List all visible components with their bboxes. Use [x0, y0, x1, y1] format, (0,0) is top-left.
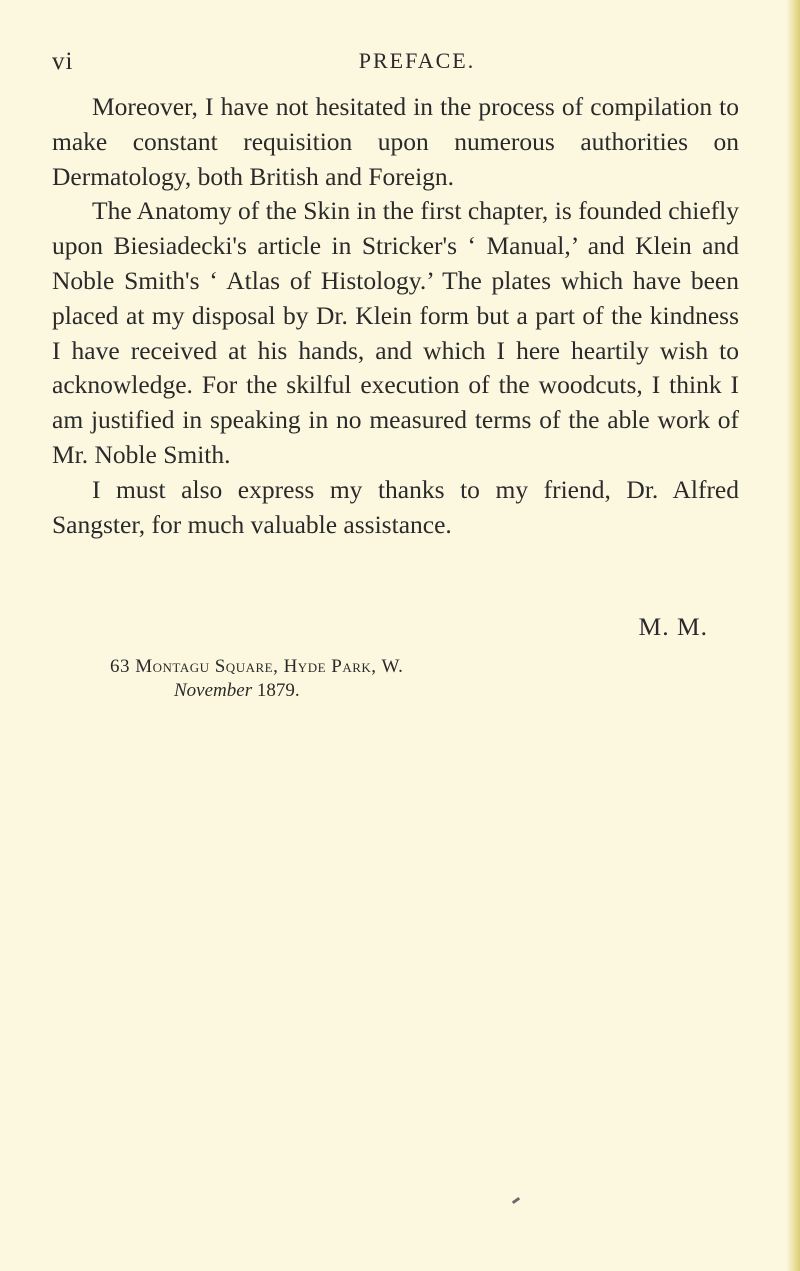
stray-ink-mark [512, 1197, 520, 1204]
paragraph-anatomy: The Anatomy of the Skin in the first chapter, is founded chiefly upon Biesiadecki's article in Stricker's ‘ Manual,’ and Klein and Noble Smith's ‘ Atlas of Histology.’ The plates which have been placed at my disposal by Dr. Klein form but a part of the kindness I have received at his hands, and which I here heartily wish to acknowledge. For the skilful execution of the woodcuts, I think I am justified in speaking in no measured terms of the able work of Mr. Noble Smith. [52, 196, 739, 469]
author-address [110, 656, 403, 678]
address-text: 63 Montagu Square, Hyde Park, W. [110, 656, 404, 677]
author-initials: M. M. [638, 612, 708, 641]
date-year: 1879. [256, 680, 300, 701]
page-number: vi [52, 48, 74, 75]
page-title: PREFACE. [358, 48, 476, 73]
running-head [52, 48, 742, 80]
preface-date [174, 680, 300, 702]
date-month: November [174, 680, 253, 701]
preface-body [52, 90, 739, 542]
page-edge [786, 0, 800, 1271]
paragraph-compilation: Moreover, I have not hesitated in the process of compilation to make constant requisition upon numerous authorities on Dermatology, both British and Foreign. [52, 92, 739, 191]
paragraph-thanks: I must also express my thanks to my friend, Dr. Alfred Sangster, for much valuable assistance. [52, 474, 739, 539]
